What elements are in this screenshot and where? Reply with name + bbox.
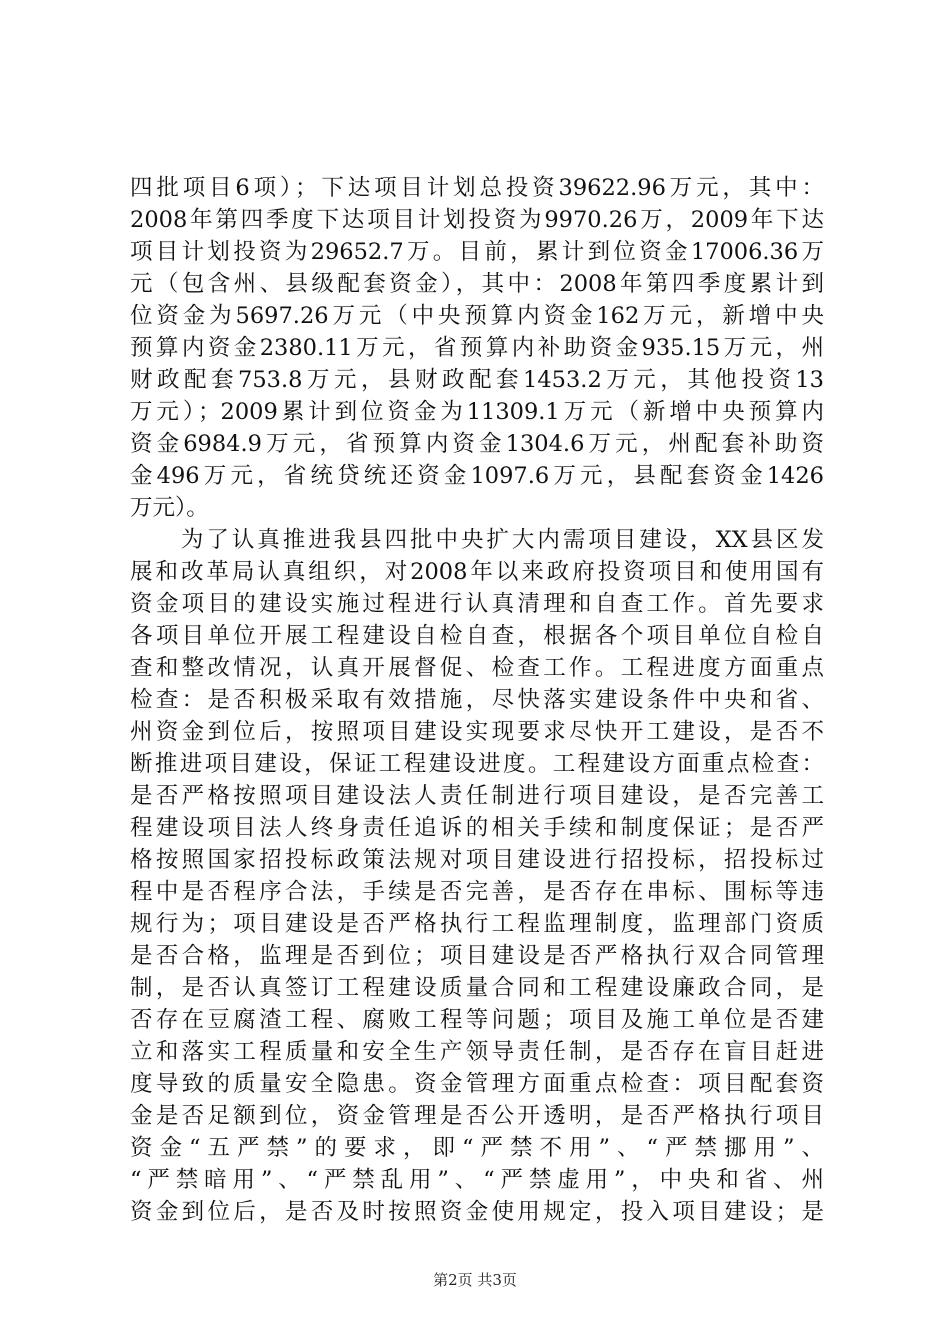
text-line: 位资金为5697.26万元（中央预算内资金162万元，新增中央 [130, 303, 824, 329]
text-line: 财政配套753.8万元，县财政配套1453.2万元，其他投资13 [130, 367, 824, 393]
text-line: 立和落实工程质量和安全生产领导责任制，是否存在盲目赶进 [130, 1039, 824, 1065]
text-line: 查和整改情况，认真开展督促、检查工作。工程进度方面重点 [130, 655, 824, 681]
text-line: 万元）。 [130, 495, 209, 521]
text-line: 元（包含州、县级配套资金），其中：2008年第四季度累计到 [130, 271, 824, 297]
text-line: 度导致的质量安全隐患。资金管理方面重点检查：项目配套资 [130, 1071, 824, 1097]
text-line: 四批项目6项）；下达项目计划总投资39622.96万元，其中： [130, 175, 824, 201]
text-line: 金496万元，省统贷统还资金1097.6万元，县配套资金1426 [130, 463, 824, 489]
text-line: 否存在豆腐渣工程、腐败工程等问题；项目及施工单位是否建 [130, 1007, 824, 1033]
text-line: 展和改革局认真组织，对2008年以来政府投资项目和使用国有 [130, 559, 824, 585]
text-line: 2008年第四季度下达项目计划投资为9970.26万，2009年下达 [130, 207, 824, 233]
text-line: 各项目单位开展工程建设自检自查，根据各个项目单位自检自 [130, 623, 824, 649]
text-line: 程中是否程序合法，手续是否完善，是否存在串标、围标等违 [130, 879, 824, 905]
text-line: 金是否足额到位，资金管理是否公开透明，是否严格执行项目 [130, 1103, 824, 1129]
body-text [130, 172, 824, 1228]
text-line: 资金6984.9万元，省预算内资金1304.6万元，州配套补助资 [130, 431, 824, 457]
text-line: “严禁暗用”、“严禁乱用”、“严禁虚用”，中央和省、州 [130, 1167, 824, 1193]
text-line: 制，是否认真签订工程建设质量合同和工程建设廉政合同，是 [130, 975, 824, 1001]
text-line: 资金“五严禁”的要求，即“严禁不用”、“严禁挪用”、 [130, 1135, 824, 1161]
page-footer: 第2页 共3页 [433, 1271, 517, 1289]
text-line: 预算内资金2380.11万元，省预算内补助资金935.15万元，州 [130, 335, 824, 361]
text-line: 是否严格按照项目建设法人责任制进行项目建设，是否完善工 [130, 783, 824, 809]
text-line: 资金到位后，是否及时按照资金使用规定，投入项目建设；是 [130, 1199, 824, 1225]
text-line: 断推进项目建设，保证工程建设进度。工程建设方面重点检查： [130, 751, 824, 777]
text-line: 是否合格，监理是否到位；项目建设是否严格执行双合同管理 [130, 943, 824, 969]
text-line: 程建设项目法人终身责任追诉的相关手续和制度保证；是否严 [130, 815, 824, 841]
text-line: 项目计划投资为29652.7万。目前，累计到位资金17006.36万 [130, 239, 824, 265]
text-line: 格按照国家招投标政策法规对项目建设进行招投标，招投标过 [130, 847, 824, 873]
text-line: 州资金到位后，按照项目建设实现要求尽快开工建设，是否不 [130, 719, 824, 745]
text-line: 资金项目的建设实施过程进行认真清理和自查工作。首先要求 [130, 591, 824, 617]
text-line: 规行为；项目建设是否严格执行工程监理制度，监理部门资质 [130, 911, 824, 937]
text-line: 为了认真推进我县四批中央扩大内需项目建设，XX县区发 [130, 527, 824, 553]
text-line: 检查：是否积极采取有效措施，尽快落实建设条件中央和省、 [130, 687, 824, 713]
text-line: 万元）；2009累计到位资金为11309.1万元（新增中央预算内 [130, 399, 824, 425]
